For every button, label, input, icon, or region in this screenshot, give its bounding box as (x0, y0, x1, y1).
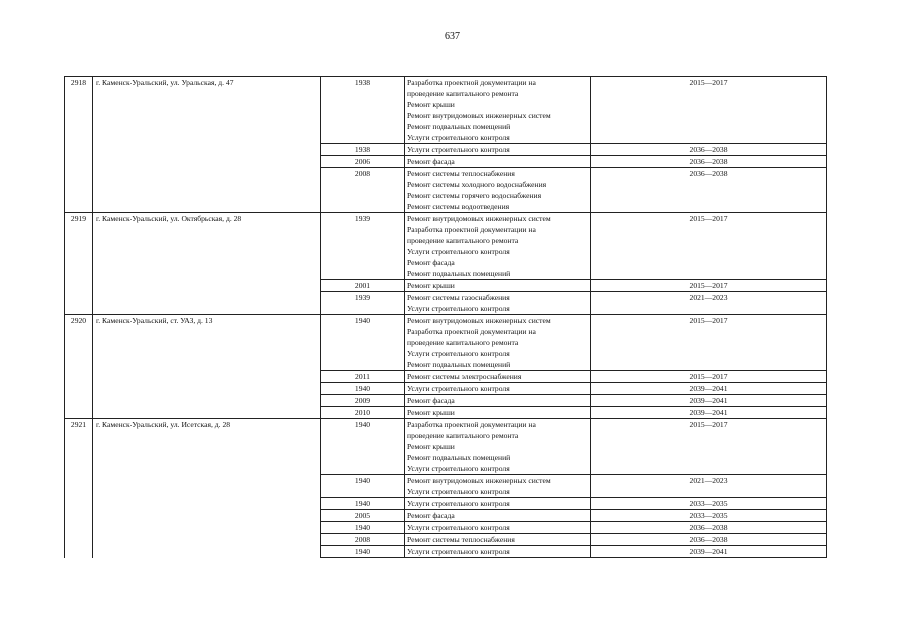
work-item: Ремонт подвальных помещений (407, 122, 511, 131)
work-item: Разработка проектной документации на (407, 327, 536, 336)
build-year: 1940 (321, 383, 405, 395)
record-number: 2918 (65, 77, 93, 213)
record-address: г. Каменск-Уральский, ул. Исетская, д. 28 (93, 419, 321, 558)
work-types (405, 168, 591, 213)
repair-period: 2015—2017 (591, 315, 827, 371)
repair-period: 2033—2035 (591, 510, 827, 522)
work-item: Ремонт фасада (407, 396, 455, 405)
work-types (405, 419, 591, 475)
work-item: Услуги строительного контроля (407, 304, 510, 313)
build-year: 2011 (321, 371, 405, 383)
work-item: Ремонт фасада (407, 157, 455, 166)
table-row (65, 213, 827, 280)
build-year: 1940 (321, 498, 405, 510)
repair-period: 2021—2023 (591, 292, 827, 315)
work-item: Ремонт крыши (407, 408, 455, 417)
work-item: Разработка проектной документации на (407, 78, 536, 87)
repair-period: 2036—2038 (591, 156, 827, 168)
work-item: Ремонт системы газоснабжения (407, 293, 510, 302)
build-year: 2009 (321, 395, 405, 407)
work-item: Услуги строительного контроля (407, 487, 510, 496)
work-item: Ремонт подвальных помещений (407, 269, 511, 278)
build-year: 1938 (321, 144, 405, 156)
build-year: 2006 (321, 156, 405, 168)
table-row (65, 77, 827, 144)
work-types (405, 475, 591, 498)
work-item: проведение капитального ремонта (407, 89, 519, 98)
work-item: Ремонт системы теплоснабжения (407, 169, 515, 178)
work-types (405, 534, 591, 546)
work-types (405, 156, 591, 168)
build-year: 1940 (321, 315, 405, 371)
repair-period: 2015—2017 (591, 280, 827, 292)
work-types (405, 510, 591, 522)
work-types (405, 77, 591, 144)
work-item: Услуги строительного контроля (407, 384, 510, 393)
work-types (405, 292, 591, 315)
page-number: 637 (445, 31, 460, 42)
work-item: Услуги строительного контроля (407, 464, 510, 473)
repair-period: 2036—2038 (591, 168, 827, 213)
work-types (405, 498, 591, 510)
build-year: 2010 (321, 407, 405, 419)
repair-period: 2015—2017 (591, 371, 827, 383)
work-item: Услуги строительного контроля (407, 547, 510, 556)
work-types (405, 395, 591, 407)
work-item: Услуги строительного контроля (407, 145, 510, 154)
repair-period: 2036—2038 (591, 144, 827, 156)
build-year: 1939 (321, 292, 405, 315)
work-item: Ремонт системы холодного водоснабжения (407, 180, 547, 189)
work-item: Разработка проектной документации на (407, 225, 536, 234)
build-year: 1940 (321, 419, 405, 475)
work-types (405, 383, 591, 395)
work-item: Ремонт крыши (407, 100, 455, 109)
build-year: 2005 (321, 510, 405, 522)
build-year: 2001 (321, 280, 405, 292)
work-item: Ремонт фасада (407, 511, 455, 520)
repair-period: 2033—2035 (591, 498, 827, 510)
work-item: Ремонт внутридомовых инженерных систем (407, 111, 551, 120)
build-year: 1940 (321, 546, 405, 558)
work-item: Ремонт внутридомовых инженерных систем (407, 316, 551, 325)
work-types (405, 144, 591, 156)
work-types (405, 315, 591, 371)
repair-period: 2039—2041 (591, 407, 827, 419)
work-item: Ремонт фасада (407, 258, 455, 267)
table-row (65, 315, 827, 371)
repair-period: 2036—2038 (591, 534, 827, 546)
work-item: Услуги строительного контроля (407, 349, 510, 358)
build-year: 1940 (321, 522, 405, 534)
work-item: Ремонт внутридомовых инженерных систем (407, 476, 551, 485)
record-address: г. Каменск-Уральский, ул. Уральская, д. 47 (93, 77, 321, 213)
work-item: Услуги строительного контроля (407, 247, 510, 256)
build-year: 1939 (321, 213, 405, 280)
work-item: Ремонт системы теплоснабжения (407, 535, 515, 544)
repair-period: 2015—2017 (591, 419, 827, 475)
work-types (405, 522, 591, 534)
work-types (405, 280, 591, 292)
repair-period: 2015—2017 (591, 77, 827, 144)
repair-schedule-table (64, 76, 827, 558)
record-number: 2921 (65, 419, 93, 558)
work-item: Ремонт системы водоотведения (407, 202, 510, 211)
repair-period: 2036—2038 (591, 522, 827, 534)
work-item: Ремонт подвальных помещений (407, 453, 511, 462)
record-number: 2919 (65, 213, 93, 315)
record-address: г. Каменск-Уральский, ст. УАЗ, д. 13 (93, 315, 321, 419)
repair-period: 2039—2041 (591, 546, 827, 558)
work-item: Ремонт крыши (407, 442, 455, 451)
repair-period: 2021—2023 (591, 475, 827, 498)
work-item: проведение капитального ремонта (407, 236, 519, 245)
work-item: проведение капитального ремонта (407, 431, 519, 440)
work-types (405, 213, 591, 280)
work-types (405, 546, 591, 558)
work-item: Ремонт системы электроснабжения (407, 372, 522, 381)
record-address: г. Каменск-Уральский, ул. Октябрьская, д. 28 (93, 213, 321, 315)
work-item: Услуги строительного контроля (407, 499, 510, 508)
work-item: Ремонт внутридомовых инженерных систем (407, 214, 551, 223)
table-body (65, 77, 827, 558)
repair-period: 2039—2041 (591, 383, 827, 395)
work-item: Услуги строительного контроля (407, 133, 510, 142)
repair-period: 2015—2017 (591, 213, 827, 280)
work-item: Ремонт подвальных помещений (407, 360, 511, 369)
build-year: 1940 (321, 475, 405, 498)
build-year: 2008 (321, 534, 405, 546)
table-row (65, 419, 827, 475)
record-number: 2920 (65, 315, 93, 419)
work-types (405, 407, 591, 419)
work-types (405, 371, 591, 383)
build-year: 2008 (321, 168, 405, 213)
work-item: Услуги строительного контроля (407, 523, 510, 532)
build-year: 1938 (321, 77, 405, 144)
work-item: Ремонт крыши (407, 281, 455, 290)
work-item: Ремонт системы горячего водоснабжения (407, 191, 542, 200)
work-item: Разработка проектной документации на (407, 420, 536, 429)
work-item: проведение капитального ремонта (407, 338, 519, 347)
repair-period: 2039—2041 (591, 395, 827, 407)
